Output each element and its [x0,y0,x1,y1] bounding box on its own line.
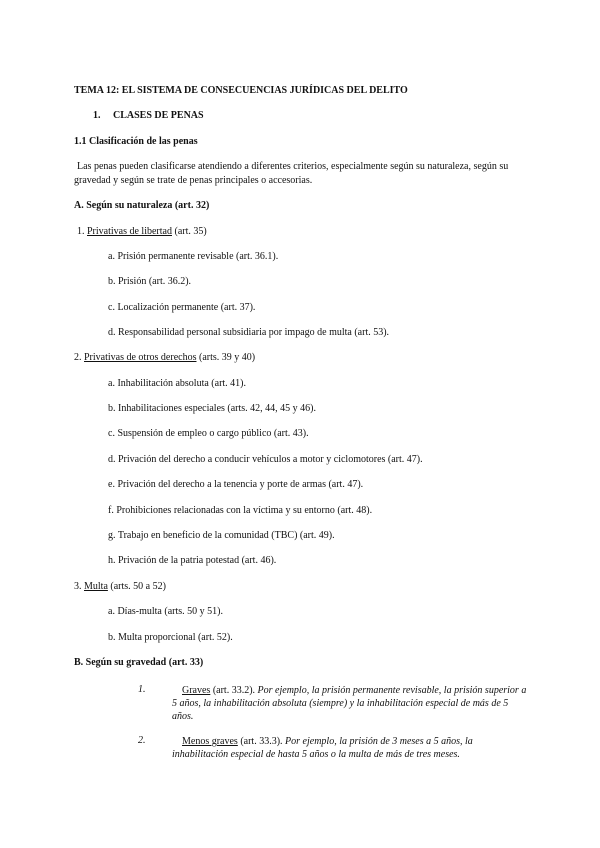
gravity-example: Por ejemplo, la prisión de 3 meses a 5 años, la inhabilitación especial de hasta 5 años o la multa de más de tres meses. [172,736,473,760]
gravity-example: Por ejemplo, la prisión permanente revisable, la prisión superior a 5 años, la inhabilitación absoluta (siempre) y la inhabilitación especial de más de 5 años. [172,685,527,722]
intro-paragraph-line: Las penas pueden clasificarse atendiendo a diferentes criterios, especialmente según su naturaleza, según su [77,161,509,172]
list-item: h. Privación de la patria potestad (art. 46). [108,555,277,566]
group-b-heading: B. Según su gravedad (art. 33) [74,657,204,668]
category-ref: (art. 35) [174,226,207,237]
list-item: g. Trabajo en beneficio de la comunidad (TBC) (art. 49). [108,530,335,541]
category-ref: (arts. 39 y 40) [198,352,256,363]
list-item: c. Localización permanente (art. 37). [108,302,256,313]
list-item: c. Suspensión de empleo o cargo público (art. 43). [108,428,309,439]
list-number: 1. [138,684,146,695]
gravity-item-menos-graves [172,735,527,761]
category-ref: (arts. 50 a 52) [110,581,166,592]
subsection-heading: 1.1 Clasificación de las penas [74,136,198,147]
list-item: b. Inhabilitaciones especiales (arts. 42, 44, 45 y 46). [108,403,316,414]
list-item: b. Prisión (art. 36.2). [108,276,192,287]
category-label: Multa [84,581,108,592]
gravity-ref: (art. 33.3). [240,736,283,747]
group-a-heading: A. Según su naturaleza (art. 32) [74,200,210,211]
list-number: 2. [138,735,146,746]
gravity-label: Menos graves [182,736,238,747]
category-privativas-libertad [77,226,207,238]
gravity-label: Graves [182,685,211,696]
list-item: e. Privación del derecho a la tenencia y porte de armas (art. 47). [108,479,364,490]
gravity-item-graves [172,684,527,723]
section-number: 1. [93,110,101,121]
list-item: b. Multa proporcional (art. 52). [108,632,233,643]
intro-paragraph-line: gravedad y según se trate de penas principales o accesorias. [74,175,313,186]
list-item: a. Inhabilitación absoluta (art. 41). [108,378,247,389]
list-item: a. Días-multa (arts. 50 y 51). [108,606,223,617]
list-item: f. Prohibiciones relacionadas con la víctima y su entorno (art. 48). [108,505,373,516]
category-multa [74,581,166,593]
section-heading: CLASES DE PENAS [113,110,204,121]
category-number: 1. [77,226,85,237]
list-item: d. Privación del derecho a conducir vehículos a motor y ciclomotores (art. 47). [108,454,423,465]
category-number: 3. [74,581,82,592]
category-privativas-otros-derechos [74,352,255,364]
category-number: 2. [74,352,82,363]
document-title: TEMA 12: EL SISTEMA DE CONSECUENCIAS JURÍDICAS DEL DELITO [74,85,408,96]
category-label: Privativas de otros derechos [84,352,197,363]
list-item: d. Responsabilidad personal subsidiaria por impago de multa (art. 53). [108,327,390,338]
category-label: Privativas de libertad [87,226,172,237]
list-item: a. Prisión permanente revisable (art. 36.1). [108,251,279,262]
gravity-ref: (art. 33.2). [212,685,256,696]
